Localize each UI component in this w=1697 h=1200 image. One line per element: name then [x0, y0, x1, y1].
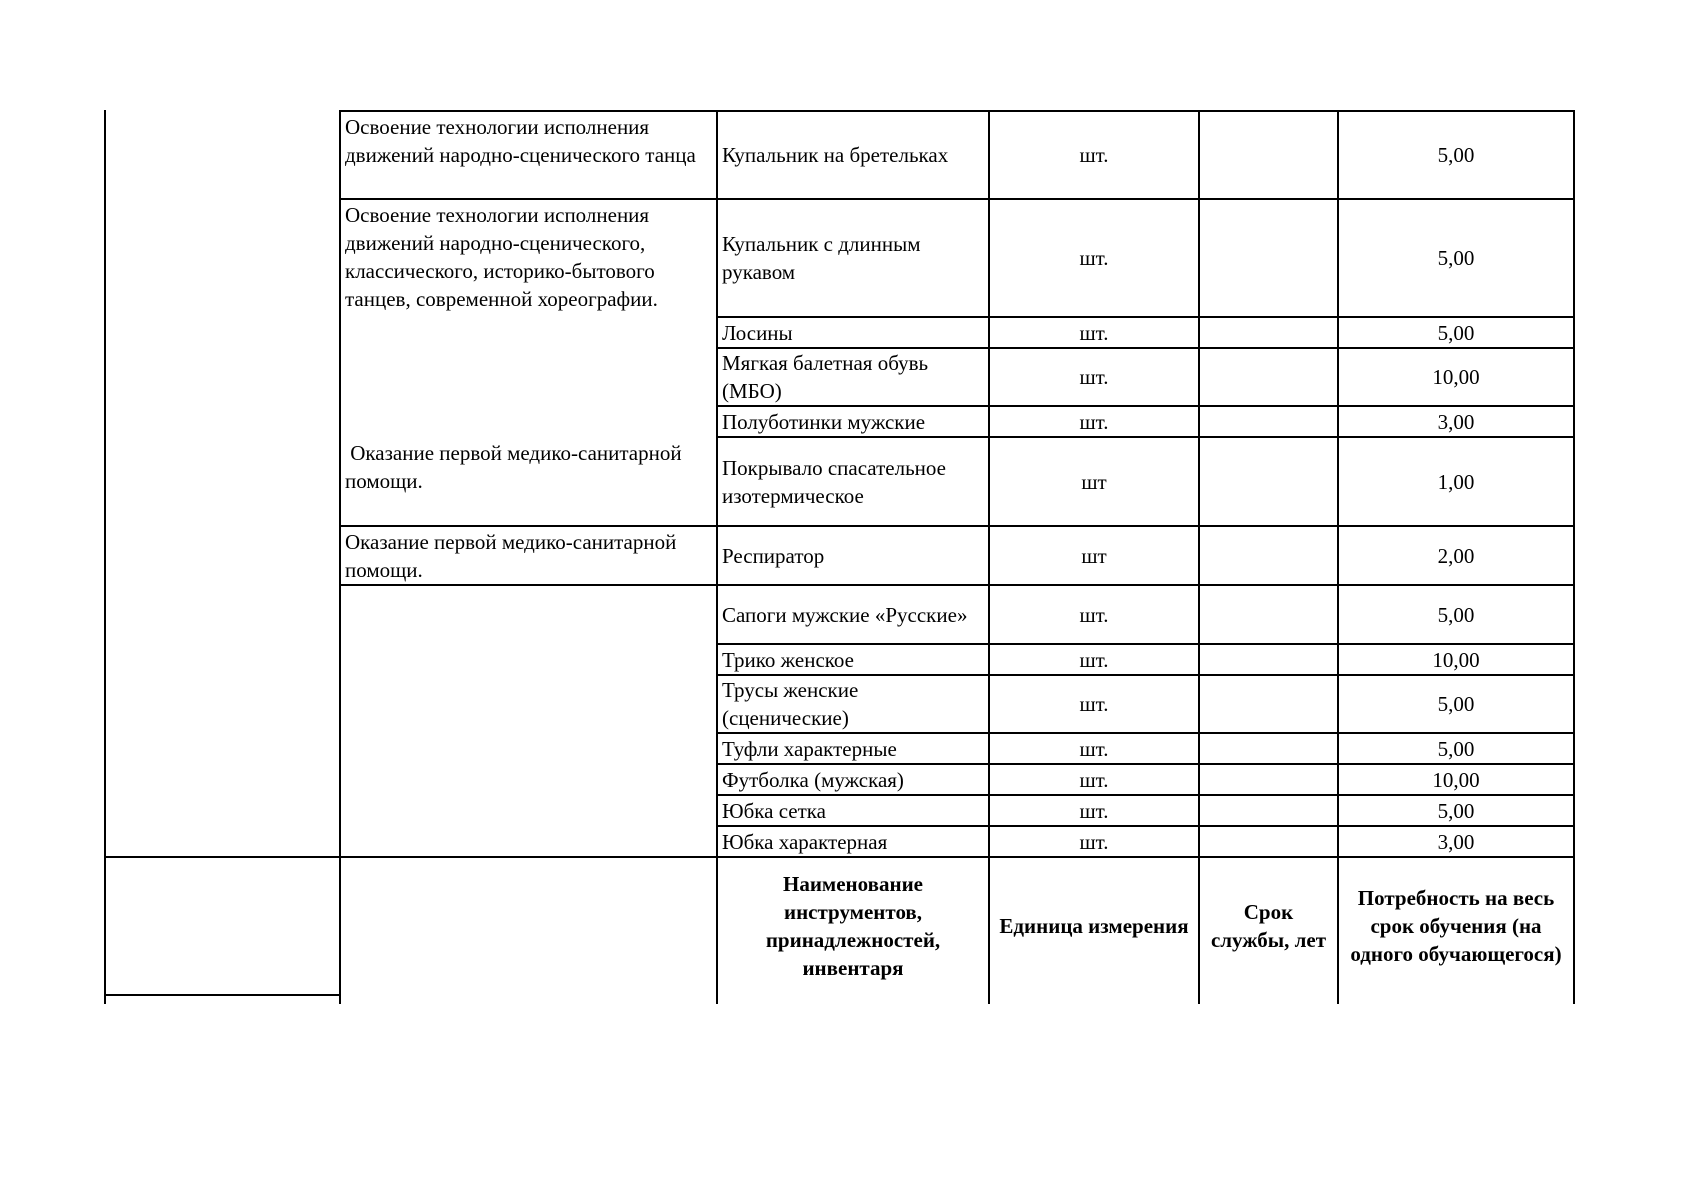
header-name: Наименование инструментов, принадлежностей, инвентаря: [765, 872, 941, 980]
item-name: Лосины: [722, 320, 793, 345]
item-need: 2,00: [1437, 543, 1475, 568]
item-need: 5,00: [1437, 798, 1475, 823]
item-term: [1200, 527, 1337, 584]
item-name: Туфли характерные: [722, 736, 897, 761]
item-unit: шт.: [1079, 767, 1109, 792]
col-border-7: [1573, 110, 1575, 1004]
item-term: [1200, 827, 1337, 856]
item-need: 3,00: [1437, 409, 1475, 434]
item-name: Трико женское: [722, 647, 854, 672]
col-border-1: [104, 110, 106, 1004]
item-unit: шт.: [1079, 365, 1109, 389]
item-unit: шт.: [1079, 320, 1109, 345]
item-name: Футболка (мужская): [722, 767, 904, 792]
row-border-bottom: [104, 994, 341, 996]
item-term: [1200, 200, 1337, 316]
section-cell: Освоение технологии исполнения движений народно-сценического танца: [345, 115, 696, 167]
item-need: 5,00: [1437, 143, 1475, 167]
item-term: [1200, 645, 1337, 674]
header-need: Потребность на весь срок обучения (на одного обучающегося): [1350, 886, 1562, 966]
item-unit: шт.: [1079, 409, 1109, 434]
item-unit: шт.: [1079, 602, 1109, 627]
item-unit: шт.: [1079, 736, 1109, 761]
item-unit: шт: [1081, 469, 1107, 494]
item-name: Покрывало спасательное изотермическое: [722, 455, 946, 508]
item-term: [1200, 112, 1337, 198]
item-need: 3,00: [1437, 829, 1475, 854]
item-need: 10,00: [1432, 647, 1480, 672]
item-unit: шт.: [1079, 647, 1109, 672]
item-name: Мягкая балетная обувь (МБО): [722, 351, 929, 403]
item-name: Трусы женские (сценические): [722, 678, 859, 730]
header-term: Срок службы, лет: [1210, 900, 1327, 952]
item-need: 5,00: [1437, 602, 1475, 627]
item-name: Сапоги мужские «Русские»: [722, 602, 968, 627]
item-name: Респиратор: [722, 543, 825, 568]
item-need: 10,00: [1432, 365, 1480, 389]
item-need: 5,00: [1437, 246, 1475, 270]
item-name: Юбка характерная: [722, 829, 888, 854]
item-need: 10,00: [1432, 767, 1480, 792]
item-name: Купальник на бретельках: [722, 143, 949, 167]
item-unit: шт.: [1079, 829, 1109, 854]
section-cell: Оказание первой медико-санитарной помощи.: [345, 530, 677, 582]
item-term: [1200, 796, 1337, 825]
item-term: [1200, 318, 1337, 347]
item-name: Юбка сетка: [722, 798, 827, 823]
item-need: 1,00: [1437, 469, 1475, 494]
header-unit: Единица измерения: [999, 914, 1189, 938]
item-term: [1200, 407, 1337, 436]
item-term: [1200, 349, 1337, 405]
item-term: [1200, 734, 1337, 763]
item-need: 5,00: [1437, 736, 1475, 761]
item-unit: шт.: [1079, 143, 1109, 167]
section-cell: Освоение технологии исполнения движений народно-сценического, классического, историко-бытового танцев, современной хореографии.: [345, 203, 658, 311]
item-unit: шт: [1081, 543, 1107, 568]
item-term: [1200, 765, 1337, 794]
item-unit: шт.: [1079, 692, 1109, 716]
item-name: Купальник с длинным рукавом: [722, 232, 921, 284]
item-need: 5,00: [1437, 320, 1475, 345]
item-term: [1200, 438, 1337, 525]
item-need: 5,00: [1437, 692, 1475, 716]
section-cell: Оказание первой медико-санитарной помощи.: [345, 441, 687, 493]
item-unit: шт.: [1079, 798, 1109, 823]
item-name: Полуботинки мужские: [722, 409, 926, 434]
item-unit: шт.: [1079, 246, 1109, 270]
item-term: [1200, 676, 1337, 732]
item-term: [1200, 586, 1337, 643]
